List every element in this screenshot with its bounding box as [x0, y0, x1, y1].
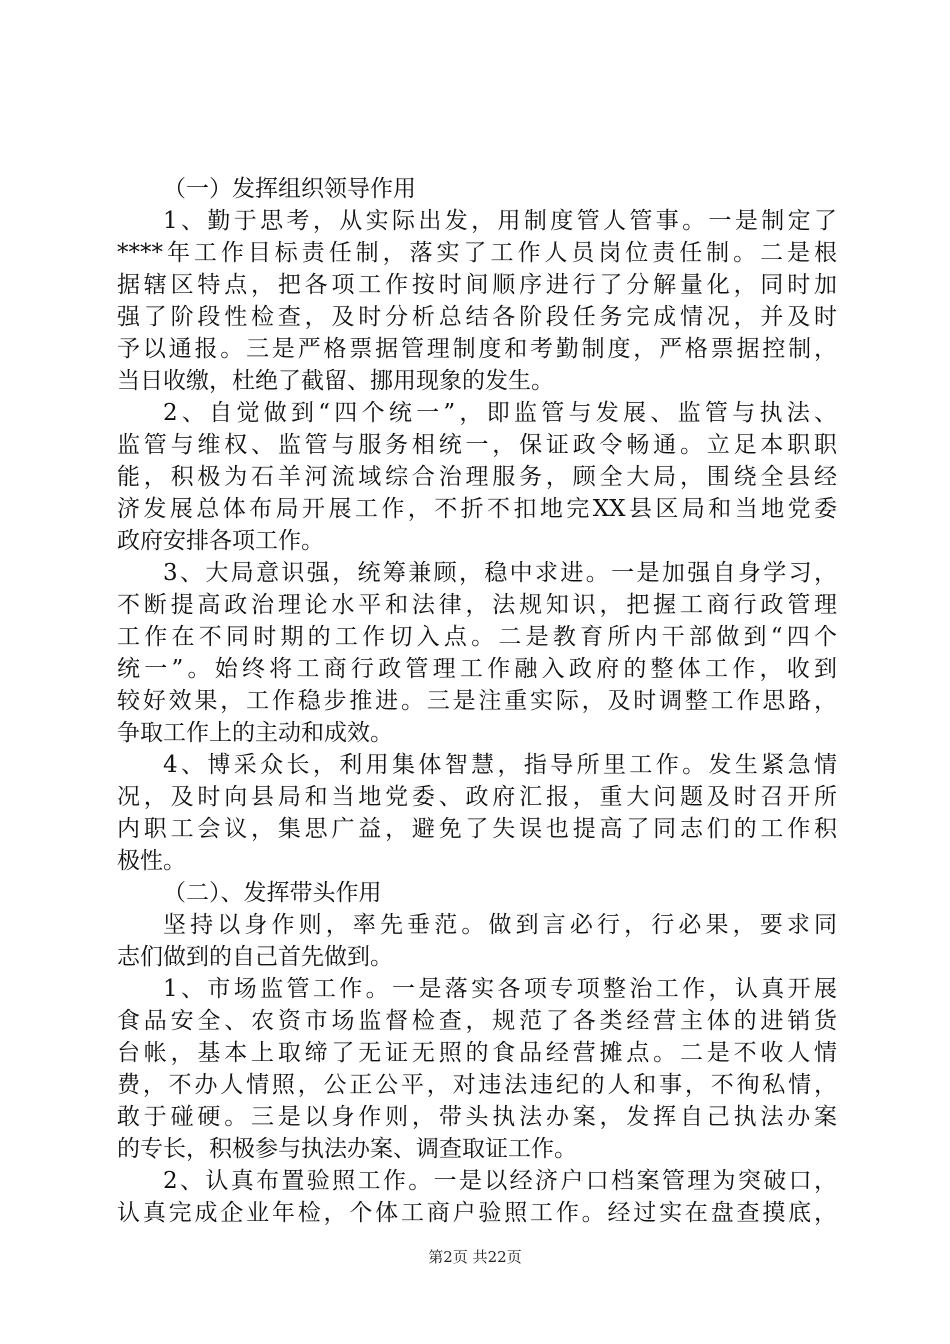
paragraph-line: 2、自觉做到“四个统一”，即监管与发展、监管与执法、	[163, 400, 837, 426]
page-number-label: 第2页 共22页	[428, 1248, 522, 1266]
paragraph-line: 予以通报。三是严格票据管理制度和考勤制度，严格票据控制，	[117, 336, 837, 362]
paragraph-line: 4、博采众长，利用集体智慧，指导所里工作。发生紧急情	[163, 752, 837, 778]
paragraph-line: 台帐，基本上取缔了无证无照的食品经营摊点。二是不收人情	[117, 1040, 837, 1066]
paragraph-line: 内职工会议，集思广益，避免了失误也提高了同志们的工作积	[117, 816, 837, 842]
paragraph-line: 志们做到的自己首先做到。	[117, 944, 393, 970]
paragraph-line: 争取工作上的主动和成效。	[117, 720, 393, 746]
paragraph-line: ****年工作目标责任制，落实了工作人员岗位责任制。二是根	[117, 240, 837, 266]
paragraph-line: 能，积极为石羊河流域综合治理服务，顾全大局，围绕全县经	[117, 464, 837, 490]
paragraph-line: 当日收缴，杜绝了截留、挪用现象的发生。	[117, 368, 554, 394]
paragraph-line: 极性。	[117, 848, 186, 874]
paragraph-line: 监管与维权、监管与服务相统一，保证政令畅通。立足本职职	[117, 432, 837, 458]
paragraph-line: 工作在不同时期的工作切入点。二是教育所内干部做到“四个	[117, 624, 837, 650]
paragraph-line: 据辖区特点，把各项工作按时间顺序进行了分解量化，同时加	[117, 272, 837, 298]
paragraph-line: 费，不办人情照，公正公平，对违法违纪的人和事，不徇私情，	[117, 1072, 837, 1098]
paragraph-line: 况，及时向县局和当地党委、政府汇报，重大问题及时召开所	[117, 784, 837, 810]
paragraph-line: 1、勤于思考，从实际出发，用制度管人管事。一是制定了	[163, 208, 837, 234]
paragraph-line: 2、认真布置验照工作。一是以经济户口档案管理为突破口，	[163, 1168, 837, 1194]
paragraph-line: 的专长，积极参与执法办案、调查取证工作。	[117, 1136, 577, 1162]
paragraph-line: 济发展总体布局开展工作，不折不扣地完XX县区局和当地党委	[117, 496, 837, 522]
paragraph-line: 认真完成企业年检，个体工商户验照工作。经过实在盘查摸底，	[117, 1200, 837, 1226]
paragraph-line: 1、市场监管工作。一是落实各项专项整治工作，认真开展	[163, 976, 837, 1002]
document-body	[117, 173, 837, 1229]
paragraph-line: 3、大局意识强，统筹兼顾，稳中求进。一是加强自身学习，	[163, 560, 837, 586]
paragraph-line: 敢于碰硬。三是以身作则，带头执法办案，发挥自己执法办案	[117, 1104, 837, 1130]
paragraph-line: 较好效果，工作稳步推进。三是注重实际，及时调整工作思路，	[117, 688, 837, 714]
page-footer	[0, 1246, 950, 1267]
section-heading: （一）发挥组织领导作用	[163, 176, 416, 202]
section-heading: （二）、发挥带头作用	[163, 880, 382, 906]
paragraph-line: 不断提高政治理论水平和法律，法规知识，把握工商行政管理	[117, 592, 837, 618]
paragraph-line: 统一”。始终将工商行政管理工作融入政府的整体工作，收到	[117, 656, 837, 682]
paragraph-line: 政府安排各项工作。	[117, 528, 324, 554]
paragraph-line: 坚持以身作则，率先垂范。做到言必行，行必果，要求同	[163, 912, 837, 938]
paragraph-line: 强了阶段性检查，及时分析总结各阶段任务完成情况，并及时	[117, 304, 837, 330]
paragraph-line: 食品安全、农资市场监督检查，规范了各类经营主体的进销货	[117, 1008, 837, 1034]
